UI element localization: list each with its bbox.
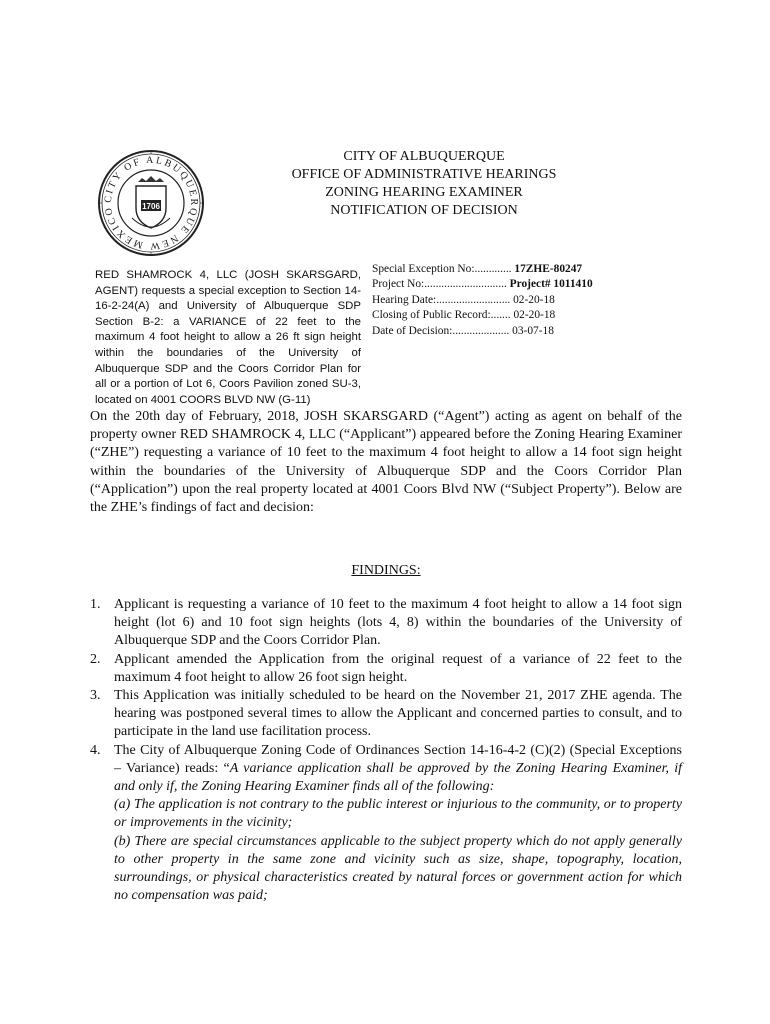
finding-item <box>90 596 682 651</box>
finding-number: 3. <box>90 688 101 704</box>
document-header <box>250 148 598 220</box>
case-info-label: Date of Decision: <box>372 324 453 337</box>
header-city: CITY OF ALBUQUERQUE <box>343 149 505 164</box>
finding-text: Applicant is requesting a variance of 10 feet to the maximum 4 foot height to allow a 14 foot sign height (lot 6) and 10 foot sign heights (lots 4, 8) within the boundaries of the University of Albuquerque SDP and the Coors Corridor Plan. <box>114 597 682 649</box>
finding-item <box>90 742 682 906</box>
case-caption: RED SHAMROCK 4, LLC (JOSH SKARSGARD, AGENT) requests a special exception to Section 14-16-2-24(A) and University of Albuquerque SDP Section B-2: a VARIANCE of 22 feet to the maximum 4 foot height to allow a 26 ft sign height within the boundaries of the University of Albuquerque SDP and the Coors Corridor Plan for all or a portion of Lot 6, Coors Pavilion zoned SU-3, located on 4001 COORS BLVD NW (G-11) <box>95 269 361 406</box>
case-info-row: Special Exception No:............. 17ZHE-80247 <box>372 263 583 275</box>
finding-subclause-a: (a) The application is not contrary to the public interest or injurious to the community, or to property or improvements in the vicinity; <box>114 797 682 831</box>
finding-number: 1. <box>90 597 101 612</box>
finding-text: Applicant amended the Application from the original request of a variance of 22 feet to the maximum 4 foot height to allow 26 foot sign height. <box>114 651 682 685</box>
finding-item <box>90 687 682 742</box>
seal-ring-text: CITY OF ALBUQUERQUE NEW MEXICO <box>102 154 200 252</box>
header-office: OFFICE OF ADMINISTRATIVE HEARINGS <box>291 167 557 182</box>
city-seal-icon <box>96 148 206 258</box>
case-info-value: 03-07-18 <box>512 324 554 337</box>
case-info-row: Project No:............................. Project# 1011410 <box>372 278 593 291</box>
case-info-row: Hearing Date:.......................... 02-20-18 <box>372 293 555 306</box>
finding-item <box>90 651 682 687</box>
seal-year: 1706 <box>142 202 160 211</box>
case-info-row: Closing of Public Record:....... 02-20-18 <box>372 309 556 322</box>
intro-paragraph: On the 20th day of February, 2018, JOSH SKARSGARD (“Agent”) acting as agent on behalf of the property owner RED SHAMROCK 4, LLC (“Applicant”) appeared before the Zoning Hearing Examiner (“ZHE”) requesting a variance of 10 feet to the maximum 4 foot height to allow a 14 foot sign height within the boundaries of the University of Albuquerque SDP and the Coors Corridor Plan (“Application”) upon the real property located at 4001 Coors Blvd NW (“Subject Property”). Below are the ZHE’s findings of fact and decision: <box>90 409 682 516</box>
case-info-value: 02-20-18 <box>513 309 556 322</box>
case-info-label: Project No: <box>372 278 425 291</box>
case-info <box>372 262 672 339</box>
case-info-label: Closing of Public Record: <box>372 309 491 322</box>
case-info-row: Date of Decision:.................... 03-07-18 <box>372 324 554 337</box>
header-notification: NOTIFICATION OF DECISION <box>330 203 518 218</box>
case-info-value: 17ZHE-80247 <box>514 263 583 275</box>
case-info-value: 02-20-18 <box>513 293 555 306</box>
header-examiner: ZONING HEARING EXAMINER <box>325 185 523 200</box>
finding-text: The City of Albuquerque Zoning Code of Ordinances Section 14-16-4-2 (C)(2) (Special Exceptions – Variance) reads: “ <box>114 742 682 776</box>
case-info-label: Special Exception No: <box>372 263 475 275</box>
finding-number: 4. <box>90 742 101 758</box>
finding-quote: A variance application shall be approved by the Zoning Hearing Examiner, if and only if, the Zoning Hearing Examiner finds all of the following: <box>114 760 682 795</box>
finding-number: 2. <box>90 651 101 667</box>
finding-text: This Application was initially scheduled to be heard on the November 21, 2017 ZHE agenda. The hearing was postponed several times to allow the Applicant and concerned parties to consult, and to participate in the land use facilitation process. <box>114 688 682 740</box>
findings-list <box>90 596 682 905</box>
findings-heading: FINDINGS: <box>351 563 421 578</box>
case-info-label: Hearing Date: <box>372 293 437 306</box>
case-info-value: Project# 1011410 <box>509 278 593 291</box>
finding-subclause-b: (b) There are special circumstances applicable to the subject property which do not apply generally to other property in the same zone and vicinity such as size, shape, topography, location, surroundings, or physical characteristics created by natural forces or government action for which no compensation was paid; <box>114 833 682 904</box>
